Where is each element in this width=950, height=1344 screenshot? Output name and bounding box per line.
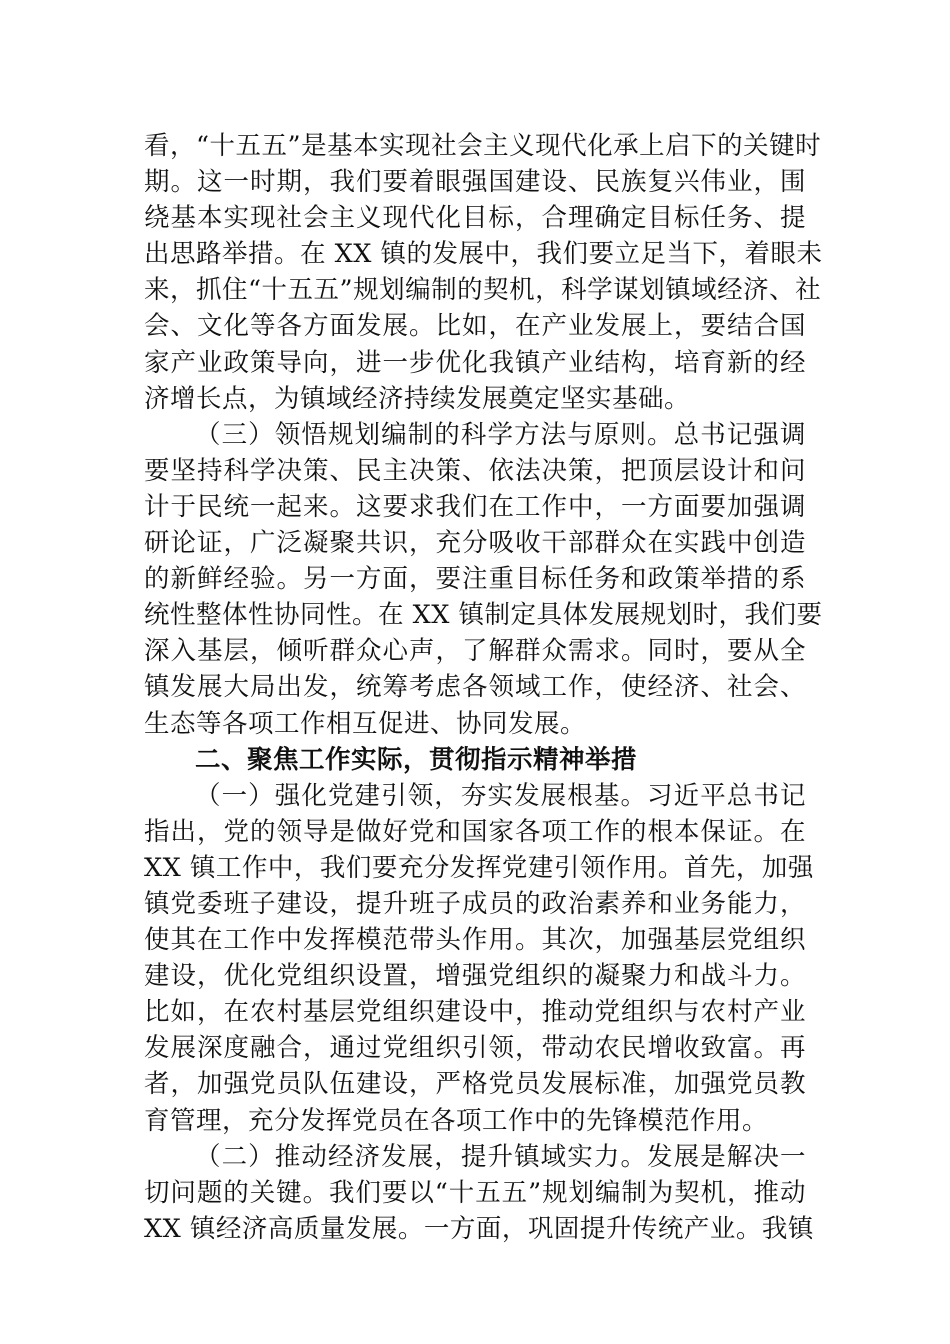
text-line: 指出，党的领导是做好党和国家各项工作的根本保证。在	[144, 816, 806, 847]
text-line: 镇党委班子建设，提升班子成员的政治素养和业务能力，	[144, 888, 806, 919]
text-line: 家产业政策导向，进一步优化我镇产业结构，培育新的经	[144, 347, 806, 378]
text-line: 统性整体性协同性。在 XX 镇制定具体发展规划时，我们要	[144, 600, 823, 631]
text-line: 生态等各项工作相互促进、协同发展。	[144, 708, 587, 739]
text-line: XX 镇经济高质量发展。一方面，巩固提升传统产业。我镇	[144, 1213, 814, 1244]
text-line: 绕基本实现社会主义现代化目标，合理确定目标任务、提	[144, 203, 806, 234]
document-body	[144, 128, 823, 1247]
text-line: 发展深度融合，通过党组织引领，带动农民增收致富。再	[144, 1033, 806, 1064]
subsection-heading-line: （一）强化党建引领，夯实发展根基。习近平总书记	[195, 780, 806, 811]
text-line: 会、文化等各方面发展。比如，在产业发展上，要结合国	[144, 311, 806, 342]
text-line: 深入基层，倾听群众心声，了解群众需求。同时，要从全	[144, 636, 806, 667]
text-line: 切问题的关键。我们要以“十五五”规划编制为契机，推动	[144, 1177, 806, 1208]
text-line: 的新鲜经验。另一方面，要注重目标任务和政策举措的系	[144, 564, 806, 595]
text-line: 建设，优化党组织设置，增强党组织的凝聚力和战斗力。	[144, 961, 806, 992]
text-line: XX 镇工作中，我们要充分发挥党建引领作用。首先，加强	[144, 852, 814, 883]
text-line: 比如，在农村基层党组织建设中，推动党组织与农村产业	[144, 997, 806, 1028]
text-line: 来，抓住“十五五”规划编制的契机，科学谋划镇域经济、社	[144, 275, 822, 306]
text-line: 期。这一时期，我们要着眼强国建设、民族复兴伟业，围	[144, 167, 806, 198]
subsection-heading-line: （三）领悟规划编制的科学方法与原则。总书记强调	[195, 419, 806, 450]
subsection-heading-line: （二）推动经济发展，提升镇域实力。发展是解决一	[195, 1141, 806, 1172]
text-line: 济增长点，为镇域经济持续发展奠定坚实基础。	[144, 383, 691, 414]
text-line: 镇发展大局出发，统筹考虑各领域工作，使经济、社会、	[144, 672, 806, 703]
text-line: 看，“十五五”是基本实现社会主义现代化承上启下的关键时	[144, 131, 822, 161]
text-line: 研论证，广泛凝聚共识，充分吸收干部群众在实践中创造	[144, 528, 806, 559]
section-heading: 二、聚焦工作实际，贯彻指示精神举措	[195, 744, 638, 775]
text-line: 出思路举措。在 XX 镇的发展中，我们要立足当下，着眼未	[144, 239, 823, 270]
text-line: 育管理，充分发挥党员在各项工作中的先锋模范作用。	[144, 1105, 769, 1136]
text-line: 者，加强党员队伍建设，严格党员发展标准，加强党员教	[144, 1069, 806, 1100]
text-line: 要坚持科学决策、民主决策、依法决策，把顶层设计和问	[144, 455, 806, 486]
text-line: 使其在工作中发挥模范带头作用。其次，加强基层党组织	[144, 925, 806, 956]
text-line: 计于民统一起来。这要求我们在工作中，一方面要加强调	[144, 491, 806, 522]
